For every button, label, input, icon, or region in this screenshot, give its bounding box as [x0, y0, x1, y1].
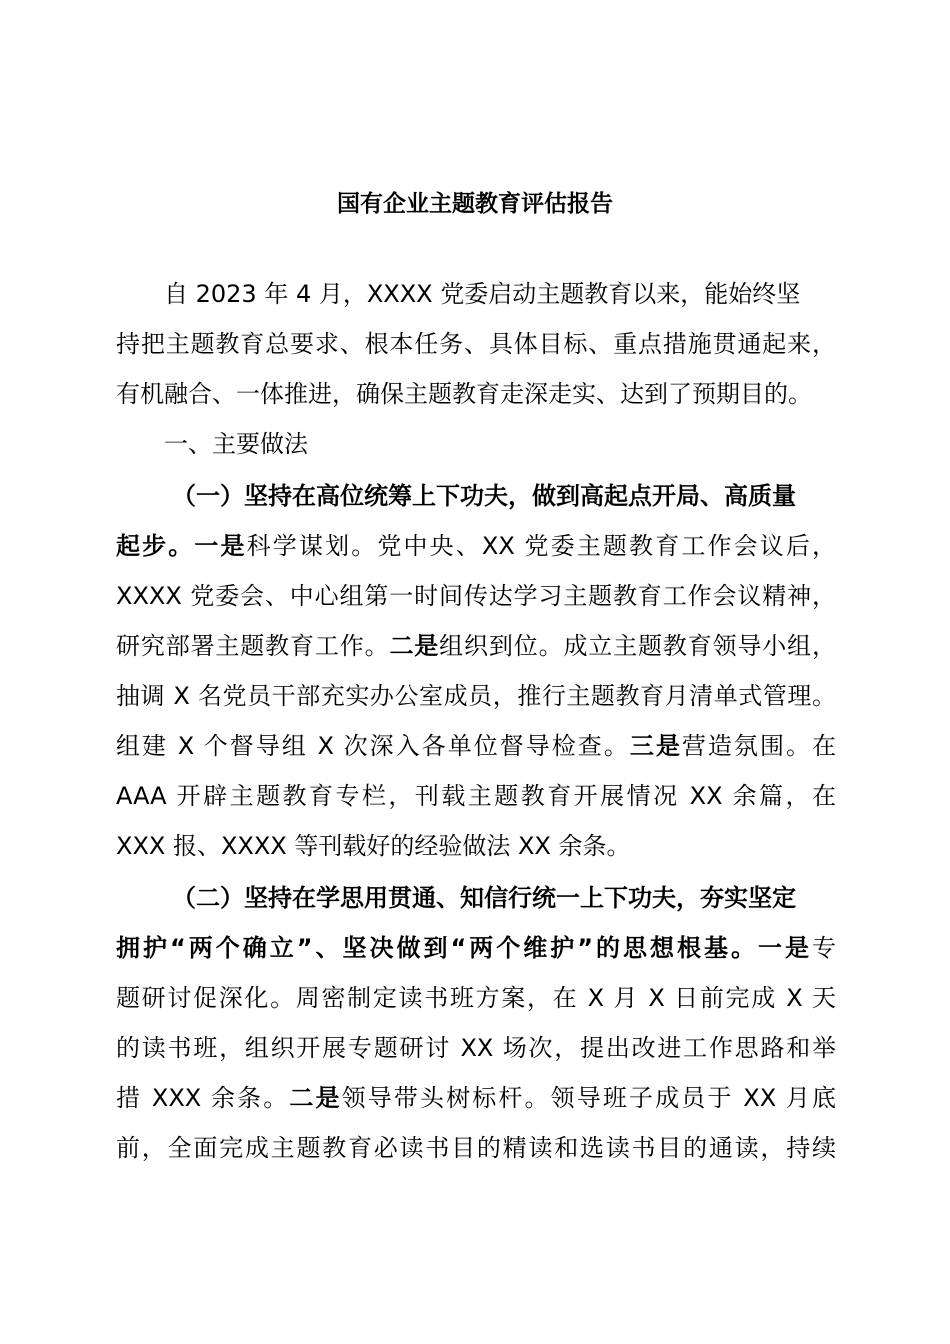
text-run: 题研讨促深化。周密制定读书班方案，在 X 月 X 日前完成 X 天	[116, 984, 836, 1012]
text-run: 抽调 X 名党员干部充实办公室成员，推行主题教育月清单式管理。	[116, 682, 836, 710]
text-run: 有机融合、一体推进，确保主题教育走深走实、达到了预期目的。	[116, 380, 812, 408]
paragraph-line	[116, 826, 631, 866]
text-run: 领导带头树标杆。领导班子成员于 XX 月底	[341, 1084, 837, 1112]
paragraph-line	[116, 626, 836, 666]
text-run: 持把主题教育总要求、根本任务、具体目标、重点措施贯通起来，	[116, 330, 836, 358]
text-run: 组建 X 个督导组 X 次深入各单位督导检查。	[116, 732, 630, 760]
text-run: 的读书班，组织开展专题研讨 XX 场次，提出改进工作思路和举	[116, 1034, 836, 1062]
text-run: 措 XXX 余条。	[116, 1084, 290, 1112]
paragraph-line	[116, 726, 836, 766]
text-run: 前，全面完成主题教育必读书目的精读和选读书目的通读，持续	[116, 1134, 836, 1162]
paragraph-line	[116, 576, 836, 616]
paragraph-line	[116, 928, 836, 968]
text-run: 组织到位。成立主题教育领导小组，	[439, 632, 837, 660]
text-run: XXXX 党委会、中心组第一时间传达学习主题教育工作会议精神，	[116, 582, 836, 610]
section-heading	[164, 424, 308, 464]
text-run: XXX 报、XXXX 等刊载好的经验做法 XX 余条。	[116, 832, 631, 860]
paragraph-line	[116, 776, 836, 816]
text-run: 自 2023 年 4 月，XXXX 党委启动主题教育以来，能始终坚	[164, 280, 801, 308]
paragraph-line	[116, 374, 812, 414]
document-title: 国有企业主题教育评估报告	[337, 191, 613, 217]
subsection-heading	[172, 476, 796, 516]
bold-run: 拥护“两个确立”、坚决做到“两个维护”的思想根基。一是	[116, 934, 812, 962]
paragraph-line	[116, 1028, 836, 1068]
paragraph-line	[116, 1078, 836, 1118]
paragraph-line	[116, 1128, 836, 1168]
bold-run: 起步。一是	[116, 532, 247, 560]
paragraph-line	[116, 676, 836, 716]
bold-run: 二是	[389, 632, 440, 660]
text-run: 营造氛围。在	[681, 732, 836, 760]
paragraph-line	[116, 978, 836, 1018]
subsection-heading	[172, 878, 796, 918]
bold-run: 二是	[289, 1084, 342, 1112]
text-run: 专	[812, 934, 836, 962]
paragraph-line	[116, 324, 836, 364]
paragraph-line	[164, 274, 800, 314]
text-run: 一、主要做法	[164, 430, 308, 458]
bold-run: 三是	[629, 732, 682, 760]
text-run: 研究部署主题教育工作。	[116, 632, 390, 660]
paragraph-line	[116, 526, 836, 566]
bold-run: （一）坚持在高位统筹上下功夫，做到高起点开局、高质量	[172, 482, 796, 510]
text-run: AAA 开辟主题教育专栏，刊载主题教育开展情况 XX 余篇，在	[116, 782, 836, 810]
bold-run: （二）坚持在学思用贯通、知信行统一上下功夫，夯实坚定	[172, 884, 796, 912]
text-run: 科学谋划。党中央、XX 党委主题教育工作会议后，	[246, 532, 836, 560]
